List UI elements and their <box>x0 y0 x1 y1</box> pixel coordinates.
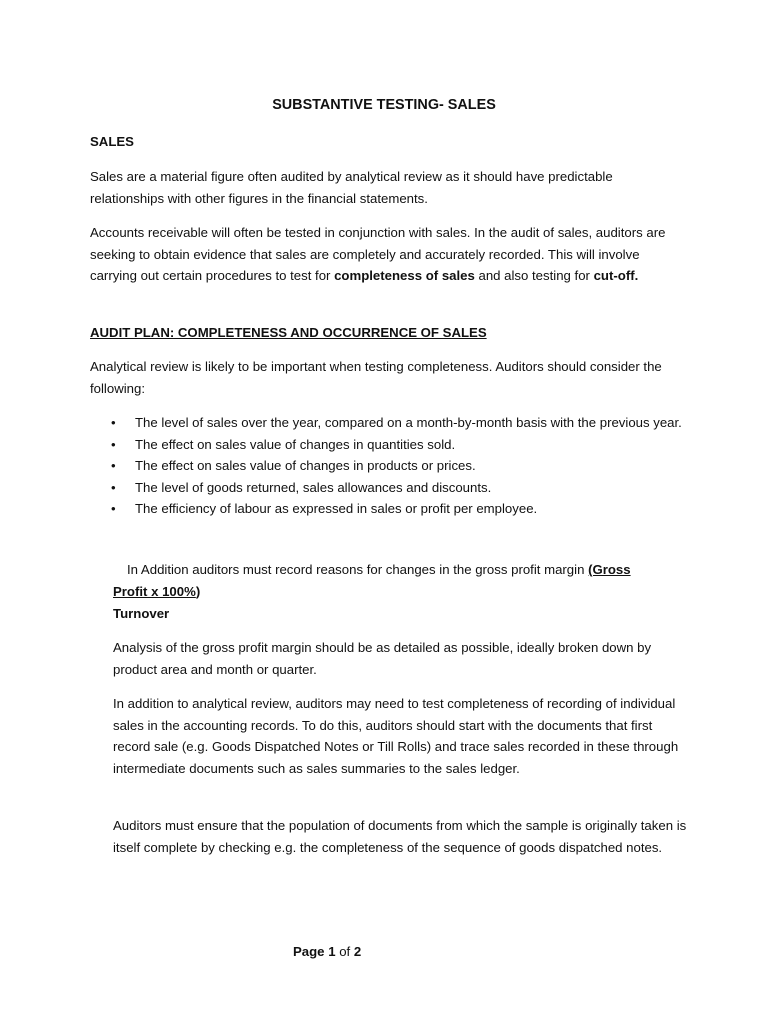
bullet-icon: • <box>111 501 116 517</box>
page-footer <box>293 941 361 963</box>
formula-close: ) <box>195 584 201 599</box>
paragraph-text: Accounts receivable will often be tested in conjunction with sales. In the audit of sales, auditors are seeking to obtain evidence that sales are completely and accurately recorded. This will involve carrying out certain procedures to test for <box>90 225 666 284</box>
list-item <box>90 412 690 434</box>
cutoff-emphasis: cut-off. <box>593 268 639 284</box>
list-item-text: The effect on sales value of changes in products or prices. <box>135 458 476 474</box>
analytical-review-paragraph: Analytical review is likely to be important when testing completeness. Auditors should consider the following: <box>90 359 662 396</box>
bullet-icon: • <box>111 479 116 495</box>
gross-profit-paragraph <box>127 559 687 581</box>
bullet-icon: • <box>111 415 116 430</box>
page-number: 1 <box>328 944 336 959</box>
audit-plan-heading: AUDIT PLAN: COMPLETENESS AND OCCURRENCE OF SALES <box>90 325 487 340</box>
accounts-receivable-paragraph <box>90 222 680 287</box>
paragraph-text: In Addition auditors must record reasons for changes in the gross profit margin <box>127 562 589 577</box>
sales-heading: SALES <box>90 134 134 149</box>
of-label: of <box>335 944 354 959</box>
formula-numerator-cont: Profit x 100% <box>113 584 196 599</box>
formula-numerator: (Gross <box>588 562 631 577</box>
list-item-text: The efficiency of labour as expressed in sales or profit per employee. <box>135 501 538 517</box>
paragraph-text: and also testing for <box>474 268 594 284</box>
list-item-text: The effect on sales value of changes in quantities sold. <box>135 436 456 452</box>
completeness-emphasis: completeness of sales <box>334 268 475 284</box>
page-label: Page <box>293 944 329 959</box>
list-item <box>90 455 690 477</box>
formula-denominator: Turnover <box>113 606 170 621</box>
gross-margin-analysis-paragraph: Analysis of the gross profit margin should be as detailed as possible, ideally broken down by product area and month or quarter. <box>113 640 652 677</box>
bullet-icon: • <box>111 436 116 452</box>
considerations-list <box>90 412 690 520</box>
document-title: SUBSTANTIVE TESTING- SALES <box>272 97 496 113</box>
list-item-text: The level of goods returned, sales allowances and discounts. <box>135 479 492 495</box>
bullet-icon: • <box>111 458 116 474</box>
list-item <box>90 498 690 520</box>
completeness-testing-paragraph: In addition to analytical review, auditors may need to test completeness of recording of individual sales in the accounting records. To do this, auditors should start with the documents that first record sale (e.g. Goods Dispatched Notes or Till Rolls) and trace sales recorded in these through intermediate documents such as sales summaries to the sales ledger. <box>113 696 679 776</box>
intro-paragraph: Sales are a material figure often audited by analytical review as it should have predictable relationships with other figures in the financial statements. <box>90 169 613 206</box>
list-item <box>90 434 690 456</box>
list-item <box>90 477 690 499</box>
population-paragraph: Auditors must ensure that the population of documents from which the sample is originally taken is itself complete by checking e.g. the completeness of the sequence of goods dispatched notes. <box>113 818 687 855</box>
gross-profit-formula <box>113 581 703 603</box>
page-total: 2 <box>353 944 362 959</box>
list-item-text: The level of sales over the year, compared on a month-by-month basis with the previous year. <box>135 415 682 430</box>
